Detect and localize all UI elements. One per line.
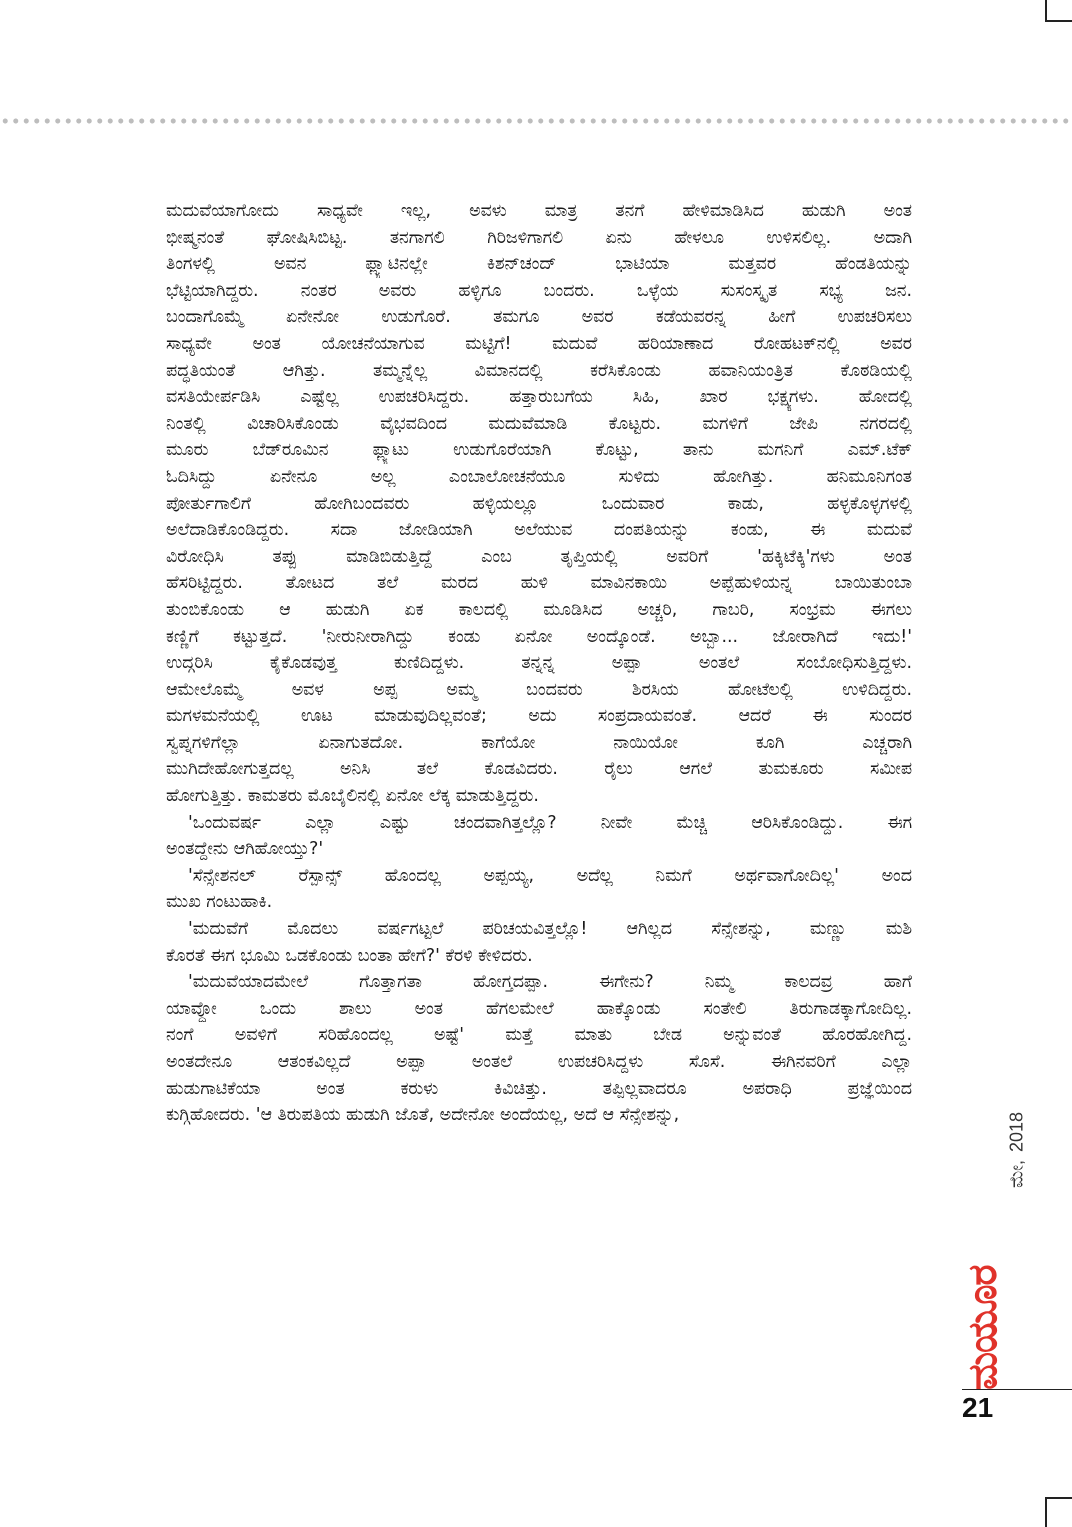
text-line: ಅಲೆದಾಡಿಕೊಂಡಿದ್ದರು. ಸದಾ ಜೋಡಿಯಾಗಿ ಅಲೆಯುವ ದಂಪತಿಯನ್ನು ಕಂಡು, ಈ ಮದುವೆ bbox=[166, 520, 912, 541]
text-line: ಕೊರತೆ ಈಗ ಭೂಮಿ ಒಡಕೊಂಡು ಬಂತಾ ಹೇಗೆ?' ಕೆರಳಿ ಕೇಳಿದರು. bbox=[166, 945, 533, 966]
text-line: ಮೂರು ಬೆಡ್‌ರೂಮಿನ ಫ್ಲ್ಯಾಟು ಉಡುಗೊರೆಯಾಗಿ ಕೊಟ್ಟು, ತಾನು ಮಗನಿಗೆ ಎಮ್.ಟೆಕ್ bbox=[166, 440, 912, 461]
text-line: ನಿಂತಲ್ಲಿ ವಿಚಾರಿಸಿಕೊಂಡು ವೈಭವದಿಂದ ಮದುವೆಮಾಡಿ ಕೊಟ್ಟರು. ಮಗಳಿಗೆ ಜೇಪಿ ನಗರದಲ್ಲಿ bbox=[166, 413, 912, 434]
dotted-divider bbox=[0, 118, 1072, 124]
text-line: ವಿರೋಧಿಸಿ ತಪ್ಪು ಮಾಡಿಬಿಡುತ್ತಿದ್ದೆ ಎಂಬ ತೃಪ್ತಿಯಲ್ಲಿ ಅವರಿಗೆ 'ಹಕ್ಕಿಟೆಕ್ಕಿ'ಗಳು ಅಂತ bbox=[166, 546, 912, 567]
text-line: 'ಮದುವೆಯಾದಮೇಲೆ ಗೊತ್ತಾಗತಾ ಹೋಗ್ತದಪ್ಪಾ. ಈಗೇನು? ನಿಮ್ಮ ಕಾಲದವ್ರ ಹಾಗೆ bbox=[188, 972, 912, 993]
text-line: ಬಂದಾಗೊಮ್ಮೆ ಏನೇನೋ ಉಡುಗೊರೆ. ತಮಗೂ ಅವರ ಕಡೆಯವರನ್ನ ಹೀಗೆ ಉಪಚರಿಸಲು bbox=[166, 307, 912, 328]
crop-mark-top-right bbox=[1045, 0, 1072, 22]
page-sidebar bbox=[940, 1060, 1040, 1400]
text-line: ಪದ್ಧತಿಯಂತೆ ಆಗಿತ್ತು. ತಮ್ಮನ್ನೆಲ್ಲ ವಿಮಾನದಲ್ಲಿ ಕರೆಸಿಕೊಂಡು ಹವಾನಿಯಂತ್ರಿತ ಕೊಠಡಿಯಲ್ಲಿ bbox=[166, 360, 912, 381]
text-line: ತಿಂಗಳಲ್ಲಿ ಅವನ ಫ್ಲ್ಯಾಟಿನಲ್ಲೇ ಕಿಶನ್‌ಚಂದ್ ಭಾಟಿಯಾ ಮತ್ತವರ ಹೆಂಡತಿಯನ್ನು bbox=[166, 254, 912, 275]
text-line: ಮುಗಿದೇಹೋಗುತ್ತದಲ್ಲ ಅನಿಸಿ ತಲೆ ಕೊಡವಿದರು. ರೈಲು ಆಗಲೆ ತುಮಕೂರು ಸಮೀಪ bbox=[166, 759, 912, 780]
issue-year: 2018 bbox=[1006, 1111, 1027, 1153]
text-line: ಅಂತದೇನೂ ಆತಂಕವಿಲ್ಲದೆ ಅಪ್ಪಾ ಅಂತಲೆ ಉಪಚರಿಸಿದ್ದಳು ಸೊಸೆ. ಈಗಿನವರಿಗೆ ಎಲ್ಲಾ bbox=[166, 1052, 912, 1072]
text-line: ಕುಗ್ಗಿಹೋದರು. 'ಆ ತಿರುಪತಿಯ ಹುಡುಗಿ ಜೊತೆ, ಅದೇನೋ ಅಂದೆಯಲ್ಲ, ಅದೆ ಆ ಸೆನ್ಸೇಶನ್ನು, bbox=[166, 1105, 680, 1126]
text-line: ವಸತಿಯೇರ್ಪಡಿಸಿ ಎಷ್ಟೆಲ್ಲ ಉಪಚರಿಸಿದ್ದರು. ಹತ್ತಾರುಬಗೆಯ ಸಿಹಿ, ಖಾರ ಭಕ್ಷ್ಯಗಳು. ಹೋದಲ್ಲಿ bbox=[166, 387, 912, 408]
text-line: ಓದಿಸಿದ್ದು ಏನೇನೂ ಅಲ್ಲ ಎಂಬಾಲೋಚನೆಯೂ ಸುಳಿದು ಹೋಗಿತ್ತು. ಹನಿಮೂನಿಗಂತ bbox=[166, 466, 912, 487]
text-line: 'ಸೆನ್ಸೇಶನಲ್ ರೆಸ್ಪಾನ್ಸ್ ಹೊಂದಲ್ಲ ಅಪ್ಪಯ್ಯ, ಅದೆಲ್ಲ ನಿಮಗೆ ಅರ್ಥವಾಗೋದಿಲ್ಲ' ಅಂದ bbox=[188, 865, 912, 886]
text-line: 'ಮದುವೆಗೆ ಮೊದಲು ವರ್ಷಗಟ್ಟಲೆ ಪರಿಚಯವಿತ್ತಲ್ಲೊ! ಆಗಿಲ್ಲದ ಸೆನ್ಸೇಶನ್ನು, ಮಣ್ಣು ಮಶಿ bbox=[188, 919, 912, 940]
page-number: 21 bbox=[962, 1392, 994, 1423]
text-line: ಹೆಸರಿಟ್ಟಿದ್ದರು. ತೋಟದ ತಲೆ ಮರದ ಹುಳಿ ಮಾವಿನಕಾಯಿ ಅಪ್ಪೆಹುಳಿಯನ್ನ ಬಾಯಿತುಂಬಾ bbox=[166, 573, 912, 594]
issue-month: ಮೇ, bbox=[1006, 1160, 1027, 1189]
issue-date bbox=[1005, 1060, 1029, 1240]
text-line: ಯಾವ್ದೋ ಒಂದು ಶಾಲು ಅಂತ ಹೆಗಲಮೇಲೆ ಹಾಕ್ಕೊಂಡು ಸಂತೇಲಿ ತಿರುಗಾಡಕ್ಕಾಗೋದಿಲ್ಲ. bbox=[166, 998, 912, 1019]
text-line: ಕಣ್ಣಿಗೆ ಕಟ್ಟುತ್ತದೆ. 'ನೀರುನೀರಾಗಿದ್ದು ಕಂಡು ಏನೋ ಅಂದ್ಕೊಂಡೆ. ಅಬ್ಬಾ... ಜೋರಾಗಿದೆ ಇದು!' bbox=[166, 626, 912, 647]
text-line: ಉದ್ಗರಿಸಿ ಕೈಕೊಡವುತ್ತ ಕುಣಿದಿದ್ದಳು. ತನ್ನನ್ನ ಅಪ್ಪಾ ಅಂತಲೆ ಸಂಬೋಧಿಸುತ್ತಿದ್ದಳು. bbox=[166, 653, 912, 674]
text-line: ನಂಗೆ ಅವಳಿಗೆ ಸರಿಹೊಂದಲ್ಲ ಅಷ್ಟೆ' ಮತ್ತೆ ಮಾತು ಬೇಡ ಅನ್ನುವಂತೆ ಹೊರಹೋಗಿದ್ದ. bbox=[166, 1025, 912, 1046]
text-line: ಅಂತದ್ದೇನು ಆಗಿಹೋಯ್ತು?' bbox=[166, 839, 324, 860]
text-line: ಹೋಗುತ್ತಿತ್ತು. ಕಾಮತರು ಮೊಬೈಲಿನಲ್ಲಿ ಏನೋ ಲೆಕ್ಕ ಮಾಡುತ್ತಿದ್ದರು. bbox=[166, 786, 539, 807]
text-line: ಪೋರ್ತುಗಾಲಿಗೆ ಹೋಗಿಬಂದವರು ಹಳ್ಳಿಯಲ್ಲೂ ಒಂದುವಾರ ಕಾಡು, ಹಳ್ಳಕೊಳ್ಳಗಳಲ್ಲಿ bbox=[166, 493, 912, 514]
text-line: ಸಾಧ್ಯವೇ ಅಂತ ಯೋಚನೆಯಾಗುವ ಮಟ್ಟಿಗೆ! ಮದುವೆ ಹರಿಯಾಣಾದ ರೋಹಟಕ್‌ನಲ್ಲಿ ಅವರ bbox=[166, 333, 912, 354]
crop-mark-bottom-right bbox=[1045, 1497, 1072, 1527]
article-body bbox=[166, 198, 912, 1129]
text-line: ಮದುವೆಯಾಗೋದು ಸಾಧ್ಯವೇ ಇಲ್ಲ, ಅವಳು ಮಾತ್ರ ತನಗೆ ಹೇಳಿಮಾಡಿಸಿದ ಹುಡುಗಿ ಅಂತ bbox=[166, 201, 912, 221]
text-line: ಸ್ವಪ್ನಗಳಿಗೆಲ್ಲಾ ಏನಾಗುತದೋ. ಕಾಗೆಯೋ ನಾಯಿಯೋ ಕೂಗಿ ಎಚ್ಚರಾಗಿ bbox=[166, 732, 912, 753]
text-line: 'ಒಂದುವರ್ಷ ಎಲ್ಲಾ ಎಷ್ಟು ಚಂದವಾಗಿತ್ತಲ್ಲೊ? ನೀವೇ ಮೆಚ್ಚಿ ಆರಿಸಿಕೊಂಡಿದ್ದು. ಈಗ bbox=[188, 812, 912, 833]
text-line: ಆಮೇಲೊಮ್ಮೆ ಅವಳ ಅಪ್ಪ ಅಮ್ಮ ಬಂದವರು ಶಿರಸಿಯ ಹೋಟೆಲಲ್ಲಿ ಉಳಿದಿದ್ದರು. bbox=[166, 679, 912, 700]
text-line: ಭೀಷ್ಮನಂತೆ ಘೋಷಿಸಿಬಿಟ್ಟ. ತನಗಾಗಲಿ ಗಿರಿಜಳಿಗಾಗಲಿ ಏನು ಹೇಳಲೂ ಉಳಿಸಲಿಲ್ಲ. ಅದಾಗಿ bbox=[166, 227, 912, 248]
folio-rule bbox=[962, 1389, 1072, 1390]
magazine-logo: ಮಯೂರ bbox=[960, 1265, 1006, 1391]
text-line: ಭೆಟ್ಟಿಯಾಗಿದ್ದರು. ನಂತರ ಅವರು ಹಳ್ಳಿಗೂ ಬಂದರು. ಒಳ್ಳೆಯ ಸುಸಂಸ್ಕೃತ ಸಭ್ಯ ಜನ. bbox=[166, 280, 912, 301]
text-line: ಹುಡುಗಾಟಿಕೆಯಾ ಅಂತ ಕರುಳು ಕಿವಿಚಿತ್ತು. ತಪ್ಪಿಲ್ಲವಾದರೂ ಅಪರಾಧಿ ಪ್ರಜ್ಞೆಯಿಂದ bbox=[166, 1078, 912, 1099]
text-line: ತುಂಬಿಕೊಂಡು ಆ ಹುಡುಗಿ ಏಕ ಕಾಲದಲ್ಲಿ ಮೂಡಿಸಿದ ಅಚ್ಚರಿ, ಗಾಬರಿ, ಸಂಭ್ರಮ ಈಗಲು bbox=[166, 599, 912, 620]
text-line: ಮುಖ ಗಂಟುಹಾಕಿ. bbox=[166, 892, 273, 913]
text-line: ಮಗಳಮನೆಯಲ್ಲಿ ಊಟ ಮಾಡುವುದಿಲ್ಲವಂತೆ; ಅದು ಸಂಪ್ರದಾಯವಂತೆ. ಆದರೆ ಈ ಸುಂದರ bbox=[166, 706, 912, 727]
